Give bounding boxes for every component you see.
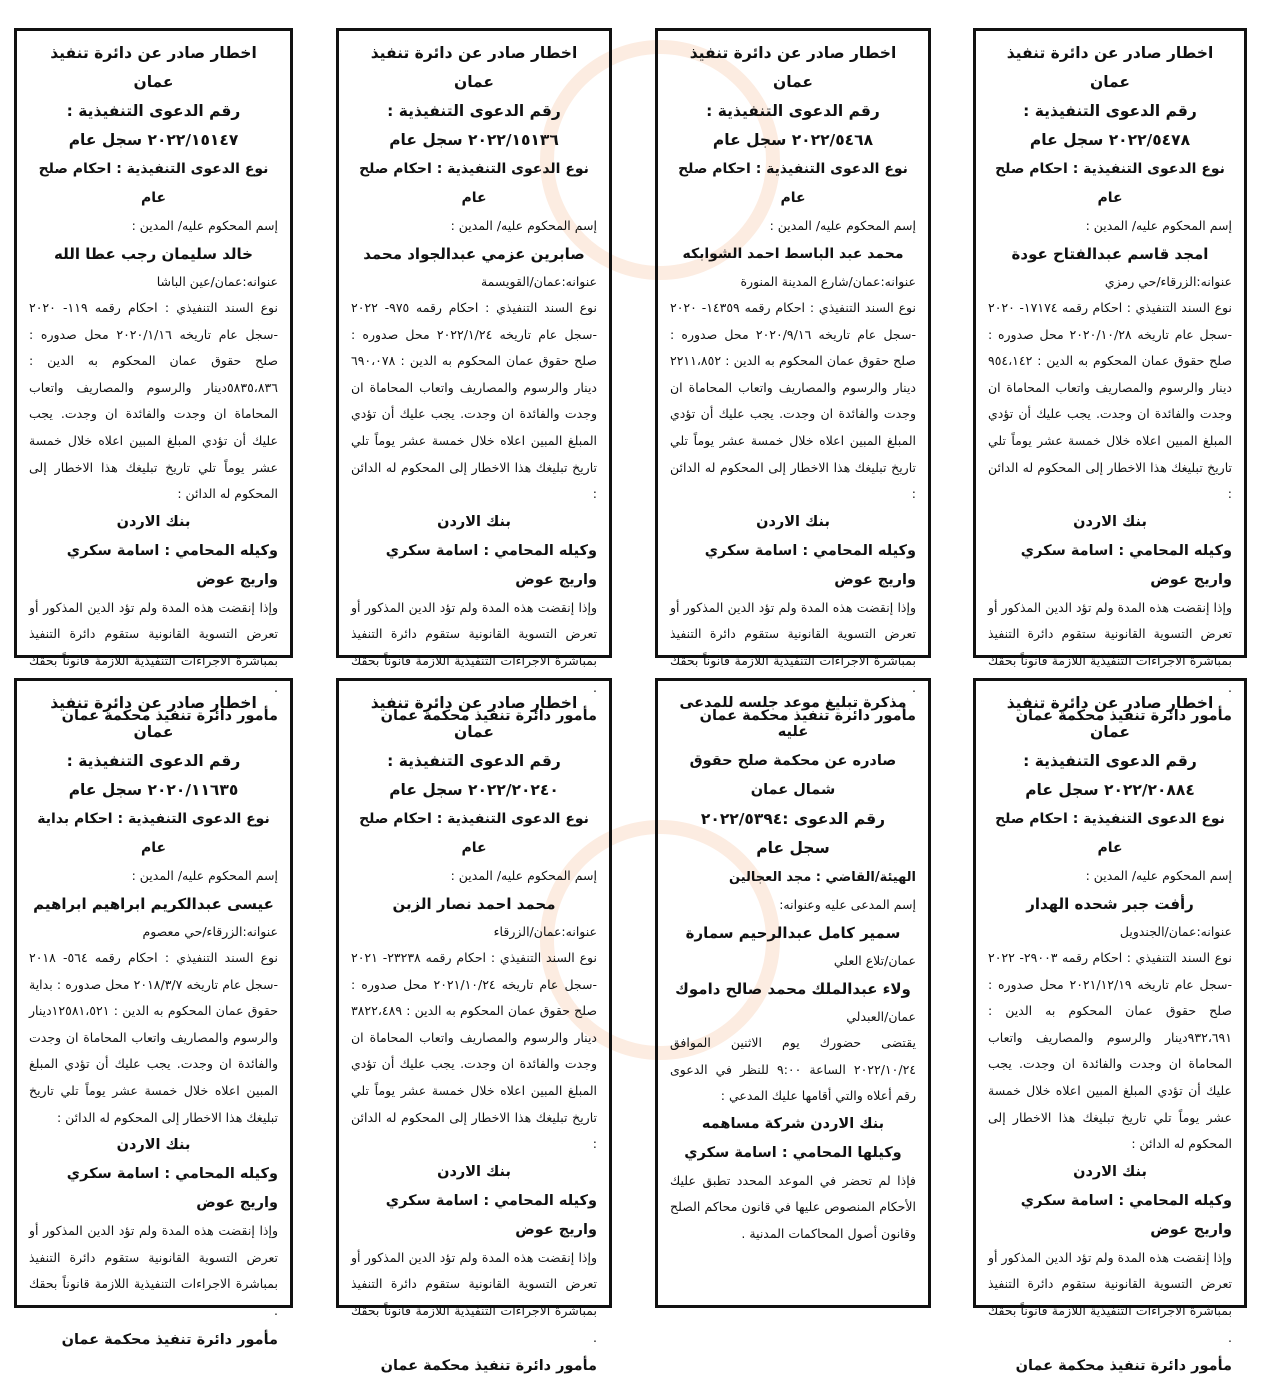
lawyer-line: وكيله المحامي : اسامة سكري واريج عوض xyxy=(1020,542,1232,588)
debtor-name: عيسى عبدالكريم ابراهيم ابراهيم xyxy=(33,895,274,913)
debtor-address: عنوانه:عمان/شارع المدينة المنورة xyxy=(740,274,916,289)
defendant-label: إسم المدعى عليه وعنوانه: xyxy=(779,897,916,912)
session-lawyer: وكيلها المحامي : اسامة سكري xyxy=(684,1144,902,1161)
case-type: نوع الدعوى التنفيذية : احكام صلح عام xyxy=(678,161,908,206)
debtor-label: إسم المحكوم عليه/ المدين : xyxy=(1085,218,1232,233)
debtor-name: رأفت جبر شحده الهدار xyxy=(1026,895,1194,913)
notice-card xyxy=(973,28,1247,725)
debtor-label: إسم المحكوم عليه/ المدين : xyxy=(131,218,278,233)
plaintiff-name: بنك الاردن شركة مساهمه xyxy=(701,1115,885,1132)
lawyer-line: وكيله المحامي : اسامة سكري واريج عوض xyxy=(66,542,278,588)
debtor-address: عنوانه:عمان/القويسمة xyxy=(480,274,597,289)
debtor-name: محمد عبد الباسط احمد الشوابكه xyxy=(682,246,904,262)
debtor-label: إسم المحكوم عليه/ المدين : xyxy=(131,868,278,883)
creditor-name: بنك الاردن xyxy=(437,513,511,530)
debtor-label: إسم المحكوم عليه/ المدين : xyxy=(1085,868,1232,883)
notice-body: نوع السند التنفيذي : احكام رقمه ٢٣٢٣٨- ٢٠٢١ -سجل عام تاريخه ٢٠٢١/١٠/٢٤ محل صدوره : صلح حقوق عمان المحكوم به الدين : ٣٨٢٢،٤٨٩ دينار والرسوم والمصاريف واتعاب المحاماة ان وجدت والفائدة ان وجدت. يجب عليك أن تؤدي المبلغ المبين اعلاه خلال خمسة عشر يوماً تلي تاريخ تبليغك هذا الاخطار إلى المحكوم له الدائن : xyxy=(351,950,597,1152)
notice-card xyxy=(973,678,1247,1375)
case-number: ٢٠٢٢/١٥١٣٦ سجل عام xyxy=(389,131,559,149)
notice-body: نوع السند التنفيذي : احكام رقمه ٢٩٠٠٣- ٢٠٢٢ -سجل عام تاريخه ٢٠٢١/١٢/١٩ محل صدوره : صلح حقوق عمان المحكوم به الدين : ٩٣٢،٦٩١دينار والرسوم والمصاريف واتعاب المحاماة ان وجدت والفائدة ان وجدت. يجب عليك أن تؤدي المبلغ المبين اعلاه خلال خمسة عشر يوماً تلي تاريخ تبليغك هذا الاخطار إلى المحكوم له الدائن : xyxy=(988,950,1232,1152)
case-type: نوع الدعوى التنفيذية : احكام صلح عام xyxy=(995,811,1225,856)
debtor-name: خالد سليمان رجب عطا الله xyxy=(54,245,253,263)
notice-title: اخطار صادر عن دائرة تنفيذ عمان xyxy=(689,44,897,91)
debtor-label: إسم المحكوم عليه/ المدين : xyxy=(769,218,916,233)
notice-footer: مأمور دائرة تنفيذ محكمة عمان xyxy=(699,708,916,725)
notice-card xyxy=(336,678,612,1375)
notice-title: اخطار صادر عن دائرة تنفيذ عمان xyxy=(50,44,257,91)
creditor-name: بنك الاردن xyxy=(116,513,191,530)
case-number: ٢٠٢٢/٢٠٨٨٤ سجل عام xyxy=(1025,781,1195,799)
case-number: ٢٠٢٢/٥٤٦٨ سجل عام xyxy=(712,131,874,149)
defendant-1-address: عمان/تلاع العلي xyxy=(833,953,916,968)
case-type: نوع الدعوى التنفيذية : احكام صلح عام xyxy=(38,161,269,206)
case-type: نوع الدعوى التنفيذية : احكام صلح عام xyxy=(359,811,589,856)
case-number-label: رقم الدعوى التنفيذية : xyxy=(706,102,880,120)
defendant-2-address: عمان/العبدلي xyxy=(846,1009,916,1024)
debtor-name: صابرين عزمي عبدالجواد محمد xyxy=(363,245,585,263)
case-number: ٢٠٢٠/١١٦٣٥ سجل عام xyxy=(68,781,239,799)
notice-body: نوع السند التنفيذي : احكام رقمه ١٤٣٥٩- ٢٠٢٠ -سجل عام تاريخه ٢٠٢٠/٩/١٦ محل صدوره : صلح حقوق عمان المحكوم به الدين : ٢٢١١،٨٥٢ دينار والرسوم والمصاريف واتعاب المحاماة ان وجدت والفائدة ان وجدت. يجب عليك أن تؤدي المبلغ المبين اعلاه خلال خمسة عشر يوماً تلي تاريخ تبليغك هذا الاخطار إلى المحكوم له الدائن : xyxy=(670,300,916,502)
debtor-name: محمد احمد نصار الزبن xyxy=(392,895,556,913)
case-number-label: رقم الدعوى التنفيذية : xyxy=(66,102,241,120)
notice-closing: وإذا إنقضت هذه المدة ولم تؤد الدين المذكور أو تعرض التسوية القانونية ستقوم دائرة التنفيذ بمباشرة الاجراءات التنفيذية اللازمة قانوناً بحقك . xyxy=(988,1249,1232,1345)
session-register: سجل عام xyxy=(756,839,830,857)
case-number: ٢٠٢٢/١٥١٤٧ سجل عام xyxy=(68,131,239,149)
defendant-1-name: سمير كامل عبدالرحيم سمارة xyxy=(685,924,901,942)
debtor-name: امجد قاسم عبدالفتاح عودة xyxy=(1011,245,1209,263)
case-number-label: رقم الدعوى التنفيذية : xyxy=(387,752,561,770)
session-body: يقتضى حضورك يوم الاثنين الموافق ٢٠٢٢/١٠/٢٤ الساعة ٩:٠٠ للنظر في الدعوى رقم أعلاه والتي أقامها عليك المدعي : xyxy=(670,1035,916,1104)
notice-body: نوع السند التنفيذي : احكام رقمه ١٧١٧٤- ٢٠٢٠ -سجل عام تاريخه ٢٠٢٠/١٠/٢٨ محل صدوره : صلح حقوق عمان المحكوم به الدين : ٩٥٤،١٤٢ دينار والرسوم والمصاريف واتعاب المحاماة ان وجدت والفائدة ان وجدت. يجب عليك أن تؤدي المبلغ المبين اعلاه خلال خمسة عشر يوماً تلي تاريخ تبليغك هذا الاخطار إلى المحكوم له الدائن : xyxy=(988,300,1232,502)
case-type: نوع الدعوى التنفيذية : احكام صلح عام xyxy=(995,161,1225,206)
notice-closing: وإذا إنقضت هذه المدة ولم تؤد الدين المذكور أو تعرض التسوية القانونية ستقوم دائرة التنفيذ بمباشرة الاجراءات التنفيذية اللازمة قانوناً بحقك . xyxy=(351,1249,597,1345)
notice-card xyxy=(14,678,293,1348)
notice-footer: مأمور دائرة تنفيذ محكمة عمان xyxy=(61,1331,278,1348)
court-name: صادره عن محكمة صلح حقوق شمال عمان xyxy=(689,753,897,798)
notice-closing: وإذا إنقضت هذه المدة ولم تؤد الدين المذكور أو تعرض التسوية القانونية ستقوم دائرة التنفيذ بمباشرة الاجراءات التنفيذية اللازمة قانوناً بحقك . xyxy=(351,599,597,695)
notice-title: اخطار صادر عن دائرة تنفيذ عمان xyxy=(50,694,257,741)
session-title: مذكرة تبليغ موعد جلسه للمدعى عليه xyxy=(679,695,907,740)
notice-closing: وإذا إنقضت هذه المدة ولم تؤد الدين المذكور أو تعرض التسوية القانونية ستقوم دائرة التنفيذ بمباشرة الاجراءات التنفيذية اللازمة قانوناً بحقك . xyxy=(29,599,278,695)
notice-title: اخطار صادر عن دائرة تنفيذ عمان xyxy=(1006,44,1214,91)
case-type: نوع الدعوى التنفيذية : احكام صلح عام xyxy=(359,161,589,206)
notice-body: نوع السند التنفيذي : احكام رقمه ٥٦٤- ٢٠١٨ -سجل عام تاريخه ٢٠١٨/٣/٧ محل صدوره : بداية حقوق عمان المحكوم به الدين : ١٢٥٨١،٥٢١دينار والرسوم والمصاريف واتعاب المحاماة ان وجدت والفائدة ان وجدت. يجب عليك أن تؤدي المبلغ المبين اعلاه خلال خمسة عشر يوماً تلي تاريخ تبليغك هذا الاخطار إلى المحكوم له الدائن : xyxy=(29,950,278,1125)
case-number-label: رقم الدعوى التنفيذية : xyxy=(1023,102,1197,120)
session-case-number: رقم الدعوى :٢٠٢٢/٥٣٩٤ xyxy=(700,810,886,828)
session-notice-card xyxy=(655,678,931,1308)
lawyer-line: وكيله المحامي : اسامة سكري واريج عوض xyxy=(385,542,597,588)
case-type: نوع الدعوى التنفيذية : احكام بداية عام xyxy=(37,811,270,856)
lawyer-line: وكيله المحامي : اسامة سكري واريج عوض xyxy=(66,1166,278,1212)
debtor-address: عنوانه:الزرقاء/حي معصوم xyxy=(142,924,278,939)
creditor-name: بنك الاردن xyxy=(1073,513,1147,530)
session-closing: فإذا لم تحضر في الموعد المحدد تطبق عليك الأحكام المنصوص عليها في قانون محاكم الصلح وقانون أصول المحاكمات المدنية . xyxy=(670,1172,916,1241)
debtor-address: عنوانه:عمان/الزرقاء xyxy=(493,924,597,939)
creditor-name: بنك الاردن xyxy=(756,513,830,530)
debtor-address: عنوانه:عمان/عين الباشا xyxy=(156,274,278,289)
notice-body: نوع السند التنفيذي : احكام رقمه ٩٧٥- ٢٠٢٢ -سجل عام تاريخه ٢٠٢٢/١/٢٤ محل صدوره : صلح حقوق عمان المحكوم به الدين : ٦٩٠،٠٧٨ دينار والرسوم والمصاريف واتعاب المحاماة ان وجدت والفائدة ان وجدت. يجب عليك أن تؤدي المبلغ المبين اعلاه خلال خمسة عشر يوماً تلي تاريخ تبليغك هذا الاخطار إلى المحكوم له الدائن : xyxy=(351,300,597,502)
debtor-label: إسم المحكوم عليه/ المدين : xyxy=(450,868,597,883)
creditor-name: بنك الاردن xyxy=(116,1137,191,1154)
notice-footer: مأمور دائرة تنفيذ محكمة عمان xyxy=(380,708,597,725)
judge-line: الهيئة/القاضي : مجد العجالين xyxy=(729,870,916,885)
notice-card xyxy=(14,28,293,725)
case-number: ٢٠٢٢/٢٠٢٤٠ سجل عام xyxy=(389,781,559,799)
notice-footer: مأمور دائرة تنفيذ محكمة عمان xyxy=(380,1358,597,1375)
case-number-label: رقم الدعوى التنفيذية : xyxy=(387,102,561,120)
lawyer-line: وكيله المحامي : اسامة سكري واريج عوض xyxy=(385,1192,597,1238)
case-number-label: رقم الدعوى التنفيذية : xyxy=(66,752,241,770)
notice-title: اخطار صادر عن دائرة تنفيذ عمان xyxy=(370,44,578,91)
notice-title: اخطار صادر عن دائرة تنفيذ عمان xyxy=(1006,694,1214,741)
creditor-name: بنك الاردن xyxy=(437,1163,511,1180)
notice-footer: مأمور دائرة تنفيذ محكمة عمان xyxy=(61,708,278,725)
notice-body: نوع السند التنفيذي : احكام رقمه ١١٩- ٢٠٢٠ -سجل عام تاريخه ٢٠٢٠/١/١٦ محل صدوره : صلح حقوق عمان المحكوم به الدين : ٥٨٣٥،٨٣٦دينار والرسوم والمصاريف واتعاب المحاماة ان وجدت والفائدة ان وجدت. يجب عليك أن تؤدي المبلغ المبين اعلاه خلال خمسة عشر يوماً تلي تاريخ تبليغك هذا الاخطار إلى المحكوم له الدائن : xyxy=(29,300,278,502)
debtor-label: إسم المحكوم عليه/ المدين : xyxy=(450,218,597,233)
debtor-address: عنوانه:الزرقاء/حي رمزي xyxy=(1104,274,1232,289)
lawyer-line: وكيله المحامي : اسامة سكري واريج عوض xyxy=(1020,1192,1232,1238)
defendant-2-name: ولاء عبدالملك محمد صالح داموك xyxy=(675,980,911,998)
lawyer-line: وكيله المحامي : اسامة سكري واريج عوض xyxy=(704,542,916,588)
case-number-label: رقم الدعوى التنفيذية : xyxy=(1023,752,1197,770)
notice-footer: مأمور دائرة تنفيذ محكمة عمان xyxy=(1015,708,1232,725)
notice-closing: وإذا إنقضت هذه المدة ولم تؤد الدين المذكور أو تعرض التسوية القانونية ستقوم دائرة التنفيذ بمباشرة الاجراءات التنفيذية اللازمة قانوناً بحقك . xyxy=(988,599,1232,695)
notice-title: اخطار صادر عن دائرة تنفيذ عمان xyxy=(370,694,578,741)
notice-closing: وإذا إنقضت هذه المدة ولم تؤد الدين المذكور أو تعرض التسوية القانونية ستقوم دائرة التنفيذ بمباشرة الاجراءات التنفيذية اللازمة قانوناً بحقك . xyxy=(29,1223,278,1318)
notice-footer: مأمور دائرة تنفيذ محكمة عمان xyxy=(1015,1358,1232,1375)
debtor-address: عنوانه:عمان/الجندويل xyxy=(1119,924,1232,939)
notice-card xyxy=(336,28,612,725)
notice-closing: وإذا إنقضت هذه المدة ولم تؤد الدين المذكور أو تعرض التسوية القانونية ستقوم دائرة التنفيذ بمباشرة الاجراءات التنفيذية اللازمة قانوناً بحقك . xyxy=(670,599,916,695)
creditor-name: بنك الاردن xyxy=(1073,1163,1147,1180)
case-number: ٢٠٢٢/٥٤٧٨ سجل عام xyxy=(1029,131,1191,149)
